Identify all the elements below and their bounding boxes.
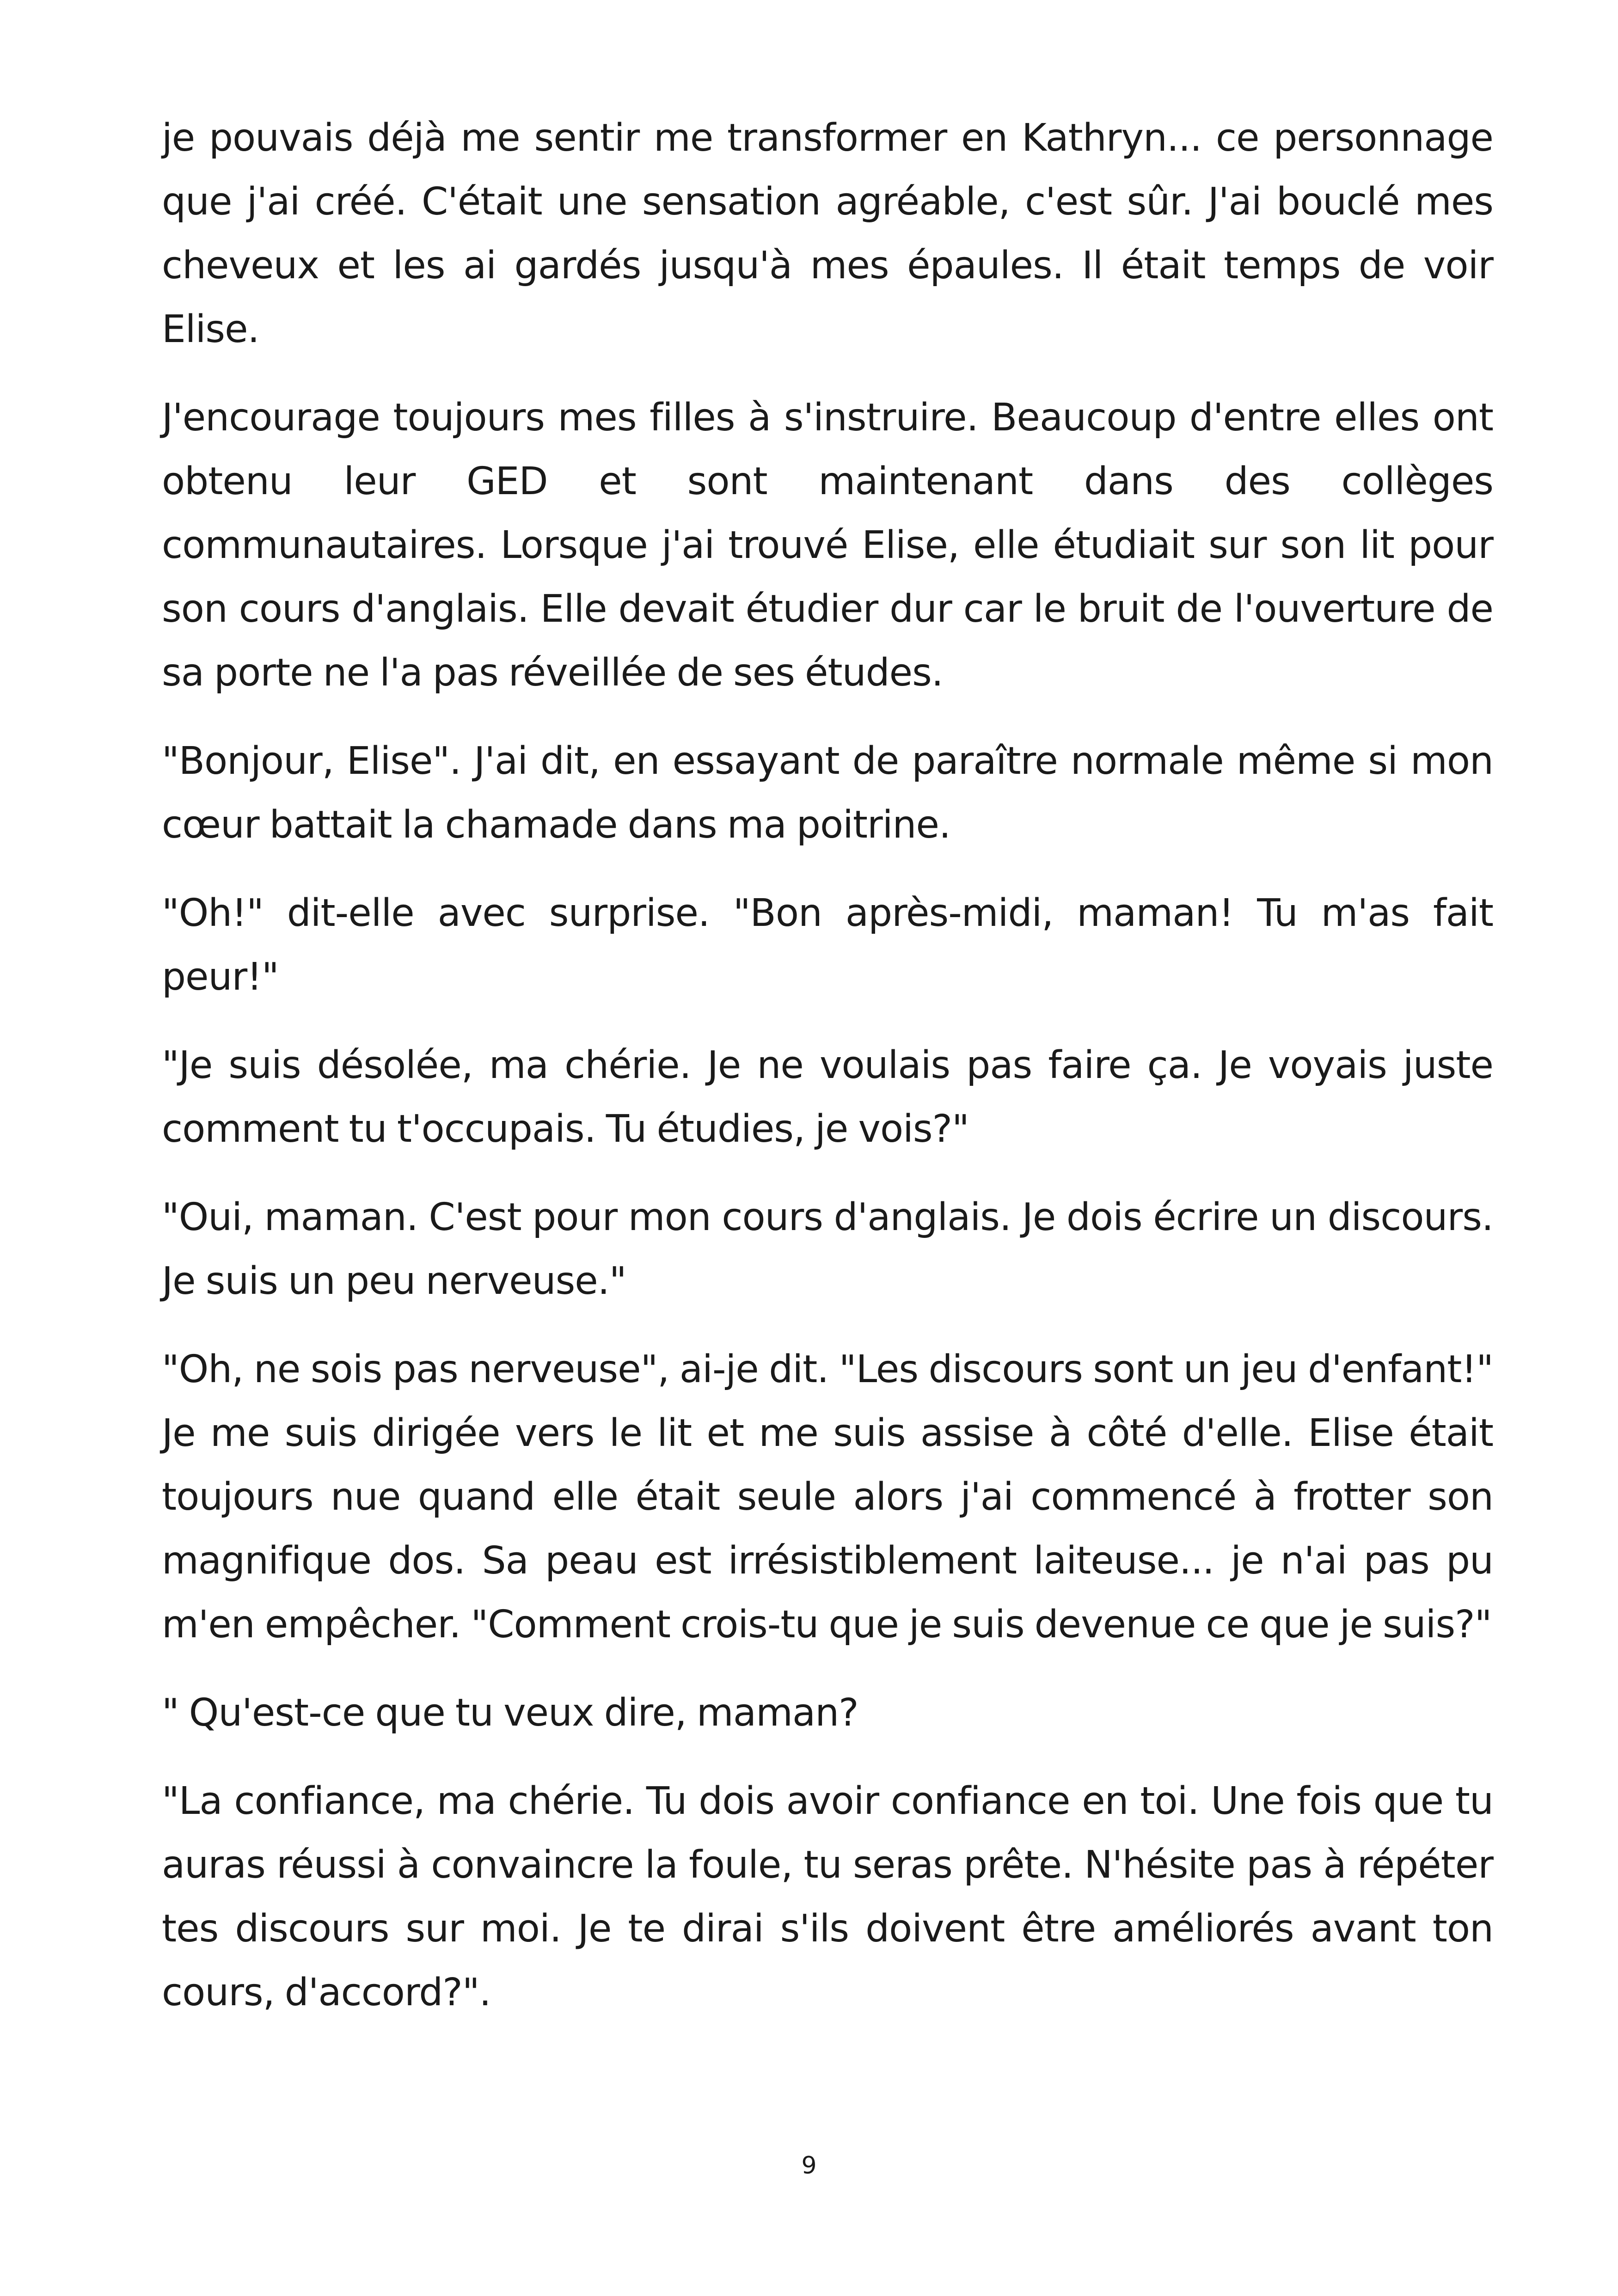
paragraph-2: J'encourage toujours mes filles à s'instruire. Beaucoup d'entre elles ont obtenu leur GED et sont maintenant dans des collèges communautaires. Lorsque j'ai trouvé Elise, elle étudiait sur son lit pour son cours d'anglais. Elle devait étudier dur car le bruit de l'ouverture de sa porte ne l'a pas réveillée de ses études. <box>162 396 1493 695</box>
paragraph-1: je pouvais déjà me sentir me transformer en Kathryn... ce personnage que j'ai créé. C'était une sensation agréable, c'est sûr. J'ai bouclé mes cheveux et les ai gardés jusqu'à mes épaules. Il était temps de voir Elise. <box>162 116 1493 351</box>
page-number: 9 <box>801 2152 817 2180</box>
paragraph-7: "Oh, ne sois pas nerveuse", ai-je dit. "Les discours sont un jeu d'enfant!" Je me suis dirigée vers le lit et me suis assise à côté d'elle. Elise était toujours nue quand elle était seule alors j'ai commencé à frotter son magnifique dos. Sa peau est irrésistiblement laiteuse... je n'ai pas pu m'en empêcher. "Comment crois-tu que je suis devenue ce que je suis?" <box>162 1347 1493 1647</box>
paragraph-3: "Bonjour, Elise". J'ai dit, en essayant de paraître normale même si mon cœur battait la chamade dans ma poitrine. <box>162 739 1493 847</box>
paragraph-8: " Qu'est-ce que tu veux dire, maman? <box>162 1691 858 1735</box>
paragraph-4: "Oh!" dit-elle avec surprise. "Bon après-midi, maman! Tu m'as fait peur!" <box>162 891 1493 999</box>
document-page <box>162 106 1493 2049</box>
paragraph-9: "La confiance, ma chérie. Tu dois avoir confiance en toi. Une fois que tu auras réussi à convaincre la foule, tu seras prête. N'hésite pas à répéter tes discours sur moi. Je te dirai s'ils doivent être améliorés avant ton cours, d'accord?". <box>162 1779 1493 2014</box>
paragraph-5: "Je suis désolée, ma chérie. Je ne voulais pas faire ça. Je voyais juste comment tu t'occupais. Tu étudies, je vois?" <box>162 1043 1493 1151</box>
paragraph-6: "Oui, maman. C'est pour mon cours d'anglais. Je dois écrire un discours. Je suis un peu nerveuse." <box>162 1195 1493 1303</box>
